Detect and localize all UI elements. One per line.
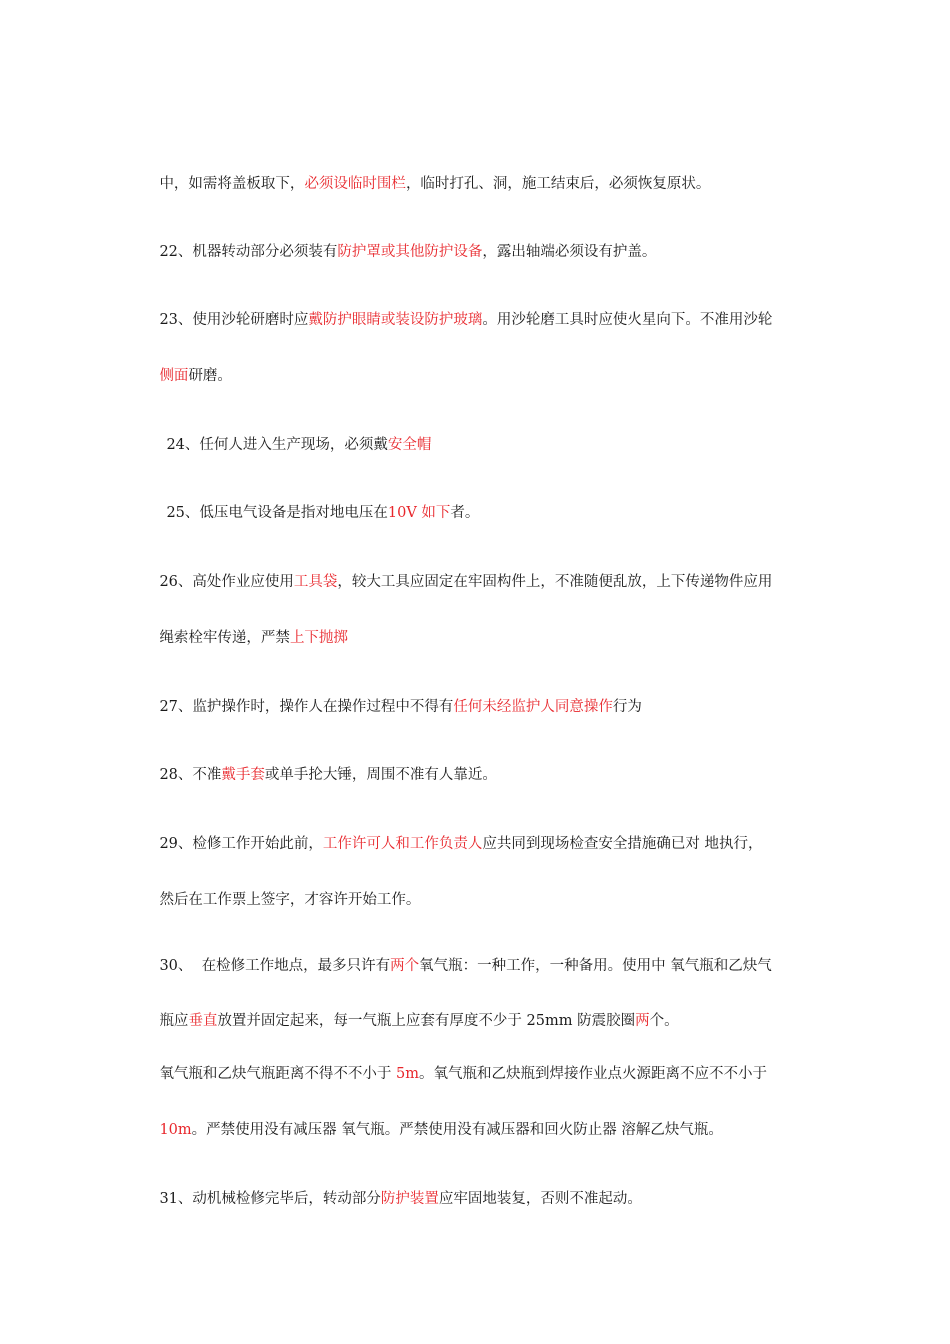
segment: 31、动机械检修完毕后，转动部分 — [159, 1191, 381, 1207]
segment: ，临时打孔、洞，施工结束后，必须恢复原状。 — [405, 176, 711, 192]
segment: 27、监护操作时，操作人在操作过程中不得有 — [159, 699, 454, 715]
highlight-segment: 必须设临时围栏 — [304, 176, 406, 192]
segment: 个。 — [649, 1013, 679, 1029]
line-6 — [148, 483, 479, 543]
highlight-segment: 工作许可人和工作负责人 — [322, 836, 483, 852]
highlight-segment: 防护装置 — [380, 1191, 439, 1207]
segment: 瓶应 — [159, 1013, 189, 1029]
segment: 氧气瓶：一种工作，一种备用。使用中 氧气瓶和乙炔气 — [419, 958, 772, 974]
line-14 — [141, 991, 679, 1051]
segment: 应共同到现场检查安全措施确已对 地执行， — [482, 836, 763, 852]
line-8 — [141, 608, 348, 668]
segment: 。用沙轮磨工具时应使火星向下。不准用沙轮 — [482, 312, 773, 328]
segment: ，露出轴端必须设有护盖。 — [482, 244, 657, 260]
line-5 — [148, 415, 431, 475]
highlight-segment: 上下抛掷 — [289, 630, 348, 646]
highlight-segment: 10m — [159, 1122, 192, 1138]
line-1 — [141, 154, 710, 214]
segment: 中，如需将盖板取下， — [159, 176, 305, 192]
segment: 30、 在检修工作地点，最多只许有 — [159, 958, 391, 974]
highlight-segment: 10V 如下 — [387, 505, 451, 521]
segment: 行为 — [612, 699, 642, 715]
segment: ，较大工具应固定在牢固构件上，不准随便乱放，上下传递物件应用 — [337, 574, 773, 590]
line-16 — [141, 1100, 723, 1160]
highlight-segment: 工具袋 — [293, 574, 338, 590]
line-4 — [141, 346, 232, 406]
line-12 — [141, 870, 420, 930]
highlight-segment: 两个 — [390, 958, 420, 974]
highlight-segment: 戴防护眼睛或装设防护玻璃 — [308, 312, 483, 328]
line-3 — [141, 290, 772, 350]
highlight-segment: 5m — [396, 1066, 420, 1082]
line-9 — [141, 677, 642, 737]
segment: 24、任何人进入生产现场，必须戴 — [166, 437, 388, 453]
segment: 25、低压电气设备是指对地电压在 — [166, 505, 388, 521]
line-13 — [141, 936, 772, 996]
segment: 23、使用沙轮研磨时应 — [159, 312, 309, 328]
segment: 28、不准 — [159, 767, 222, 783]
line-10 — [141, 745, 497, 805]
line-17 — [141, 1169, 642, 1229]
segment: 22、机器转动部分必须装有 — [159, 244, 338, 260]
line-11 — [141, 814, 763, 874]
line-2 — [141, 222, 656, 282]
segment: 。严禁使用没有减压器 氧气瓶。严禁使用没有减压器和回火防止器 溶解乙炔气瓶。 — [191, 1122, 723, 1138]
highlight-segment: 任何未经监护人同意操作 — [453, 699, 613, 715]
highlight-segment: 防护罩或其他防护设备 — [337, 244, 483, 260]
segment: 然后在工作票上签字，才容许开始工作。 — [159, 892, 421, 908]
highlight-segment: 垂直 — [188, 1013, 218, 1029]
segment: 氧气瓶和乙炔气瓶距离不得不不小于 — [159, 1066, 397, 1082]
segment: 研磨。 — [188, 368, 232, 384]
highlight-segment: 安全帽 — [387, 437, 432, 453]
segment: 者。 — [450, 505, 480, 521]
highlight-segment: 戴手套 — [221, 767, 265, 783]
segment: 应牢固地装复，否则不准起动。 — [438, 1191, 642, 1207]
highlight-segment: 侧面 — [159, 368, 189, 384]
segment: 。氧气瓶和乙炔瓶到焊接作业点火源距离不应不不小于 — [419, 1066, 768, 1082]
line-15 — [141, 1044, 767, 1104]
line-7 — [141, 552, 772, 612]
segment: 放置并固定起来，每一气瓶上应套有厚度不少于 25mm 防震胶圈 — [217, 1013, 636, 1029]
segment: 绳索栓牢传递，严禁 — [159, 630, 290, 646]
highlight-segment: 两 — [635, 1013, 650, 1029]
segment: 29、检修工作开始此前， — [159, 836, 323, 852]
segment: 或单手抡大锤，周围不准有人靠近。 — [264, 767, 497, 783]
segment: 26、高处作业应使用 — [159, 574, 294, 590]
